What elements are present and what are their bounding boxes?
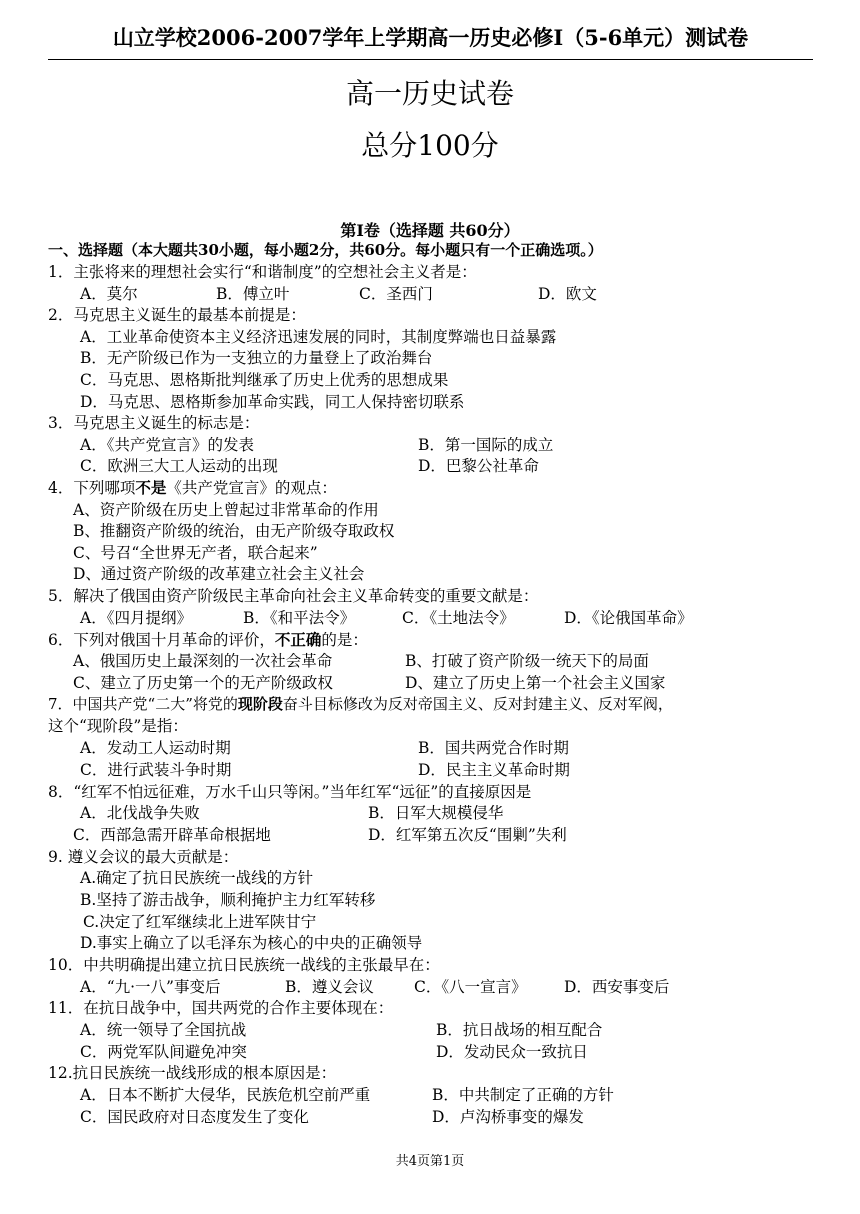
q4-stem-post: 《共产党宣言》的观点： xyxy=(166,479,337,497)
q6-option-a: A、俄国历史上最深刻的一次社会革命 xyxy=(73,652,333,670)
q12-stem: 12.抗日民族统一战线形成的根本原因是： xyxy=(48,1064,337,1082)
q2-stem: 2．马克思主义诞生的最基本前提是： xyxy=(48,306,306,324)
q11-option-c: C．两党军队间避免冲突 xyxy=(80,1043,247,1061)
q7-option-a: A．发动工人运动时期 xyxy=(80,739,231,757)
q11-option-d: D．发动民众一致抗日 xyxy=(436,1043,588,1061)
q7-option-c: C．进行武装斗争时期 xyxy=(80,761,232,779)
q8-option-c: C．西部急需开辟革命根据地 xyxy=(73,826,271,844)
q9-option-c: C.决定了红军继续北上进军陕甘宁 xyxy=(83,913,317,931)
q6-stem-emphasis: 不正确 xyxy=(274,630,322,649)
q3-option-b: B．第一国际的成立 xyxy=(418,436,554,454)
q11-stem: 11．在抗日战争中，国共两党的合作主要体现在： xyxy=(48,999,394,1017)
q1-option-c: C．圣西门 xyxy=(359,285,433,303)
q2-option-b: B．无产阶级已作为一支独立的力量登上了政治舞台 xyxy=(80,349,433,367)
q7-stem xyxy=(48,694,673,714)
q6-option-b: B、打破了资产阶级一统天下的局面 xyxy=(405,652,649,670)
q7-stem-continued: 这个“现阶段”是指： xyxy=(48,717,188,735)
q5-option-c: C．《土地法令》 xyxy=(402,609,515,627)
q2-option-c: C．马克思、恩格斯批判继承了历史上优秀的思想成果 xyxy=(80,371,449,389)
q12-option-d: D．卢沟桥事变的爆发 xyxy=(432,1108,584,1126)
q9-option-a: A.确定了抗日民族统一战线的方针 xyxy=(80,869,314,887)
q3-option-a: A．《共产党宣言》的发表 xyxy=(80,436,254,454)
q11-option-b: B．抗日战场的相互配合 xyxy=(436,1021,603,1039)
q1-option-b: B．傅立叶 xyxy=(216,285,290,303)
q8-option-d: D．红军第五次反“围剿”失利 xyxy=(368,826,567,844)
q7-option-d: D．民主主义革命时期 xyxy=(418,761,570,779)
page-title: 高一历史试卷 xyxy=(345,77,514,110)
q8-option-a: A．北伐战争失败 xyxy=(80,804,200,822)
q9-stem: 9. 遵义会议的最大贡献是： xyxy=(48,848,239,866)
q4-stem xyxy=(48,478,337,498)
q4-stem-pre: 4．下列哪项 xyxy=(48,479,136,497)
q3-option-d: D．巴黎公社革命 xyxy=(418,457,539,475)
header-rule xyxy=(48,59,813,60)
q1-option-d: D．欧文 xyxy=(538,285,597,303)
q12-option-b: B．中共制定了正确的方针 xyxy=(432,1086,614,1104)
total-score: 总分100分 xyxy=(361,129,499,162)
q7-stem-post: 奋斗目标修改为反对帝国主义、反对封建主义、反对军阀， xyxy=(282,695,673,713)
q10-option-a: A．“九·一八”事变后 xyxy=(80,978,221,996)
q4-option-b: B、推翻资产阶级的统治，由无产阶级夺取政权 xyxy=(73,522,395,540)
q5-option-a: A．《四月提纲》 xyxy=(80,609,192,627)
q7-stem-emphasis: 现阶段 xyxy=(237,695,283,713)
q6-stem-post: 的是： xyxy=(321,631,368,649)
q8-stem: 8．“红军不怕远征难，万水千山只等闲。”当年红军“远征”的直接原因是 xyxy=(48,783,532,801)
q6-option-c: C、建立了历史第一个的无产阶级政权 xyxy=(73,674,333,692)
q10-option-c: C．《八一宣言》 xyxy=(414,978,527,996)
q10-stem: 10．中共明确提出建立抗日民族统一战线的主张最早在： xyxy=(48,956,440,974)
q4-option-a: A、资产阶级在历史上曾起过非常革命的作用 xyxy=(73,501,379,519)
q9-option-d: D.事实上确立了以毛泽东为核心的中央的正确领导 xyxy=(80,934,423,952)
q7-stem-pre: 7．中国共产党“二大”将党的 xyxy=(48,695,238,713)
part-title: 第Ⅰ卷（选择题 共60分） xyxy=(340,221,520,240)
q3-stem: 3．马克思主义诞生的标志是： xyxy=(48,414,260,432)
q3-option-c: C．欧洲三大工人运动的出现 xyxy=(80,457,278,475)
q12-option-c: C．国民政府对日态度发生了变化 xyxy=(80,1108,309,1126)
q5-option-d: D．《论俄国革命》 xyxy=(564,609,693,627)
q2-option-d: D．马克思、恩格斯参加革命实践，同工人保持密切联系 xyxy=(80,393,465,411)
q7-option-b: B．国共两党合作时期 xyxy=(418,739,569,757)
q10-option-b: B．遵义会议 xyxy=(285,978,374,996)
q4-stem-emphasis: 不是 xyxy=(135,478,167,497)
q1-stem: 1．主张将来的理想社会实行“和谐制度”的空想社会主义者是： xyxy=(48,263,477,281)
q8-option-b: B．日军大规模侵华 xyxy=(368,804,504,822)
q5-stem: 5．解决了俄国由资产阶级民主革命向社会主义革命转变的重要文献是： xyxy=(48,587,539,605)
q2-option-a: A．工业革命使资本主义经济迅速发展的同时，其制度弊端也日益暴露 xyxy=(80,328,557,346)
section-heading: 一、选择题（本大题共30小题，每小题2分，共60分。每小题只有一个正确选项。） xyxy=(48,241,603,259)
exam-header: 山立学校2006-2007学年上学期高一历史必修Ⅰ（5-6单元）测试卷 xyxy=(112,25,749,50)
page-number-footer: 共4页第1页 xyxy=(395,1154,465,1169)
q11-option-a: A．统一领导了全国抗战 xyxy=(80,1021,247,1039)
q1-option-a: A．莫尔 xyxy=(80,285,138,303)
q6-stem-pre: 6．下列对俄国十月革命的评价， xyxy=(48,631,275,649)
q4-option-d: D、通过资产阶级的改革建立社会主义社会 xyxy=(73,565,365,583)
q5-option-b: B．《和平法令》 xyxy=(243,609,356,627)
q6-stem xyxy=(48,630,368,650)
q9-option-b: B.坚持了游击战争，顺利掩护主力红军转移 xyxy=(80,891,376,909)
q10-option-d: D．西安事变后 xyxy=(564,978,670,996)
q12-option-a: A．日本不断扩大侵华，民族危机空前严重 xyxy=(80,1086,371,1104)
q6-option-d: D、建立了历史上第一个社会主义国家 xyxy=(405,674,666,692)
q4-option-c: C、号召“全世界无产者，联合起来” xyxy=(73,544,318,562)
